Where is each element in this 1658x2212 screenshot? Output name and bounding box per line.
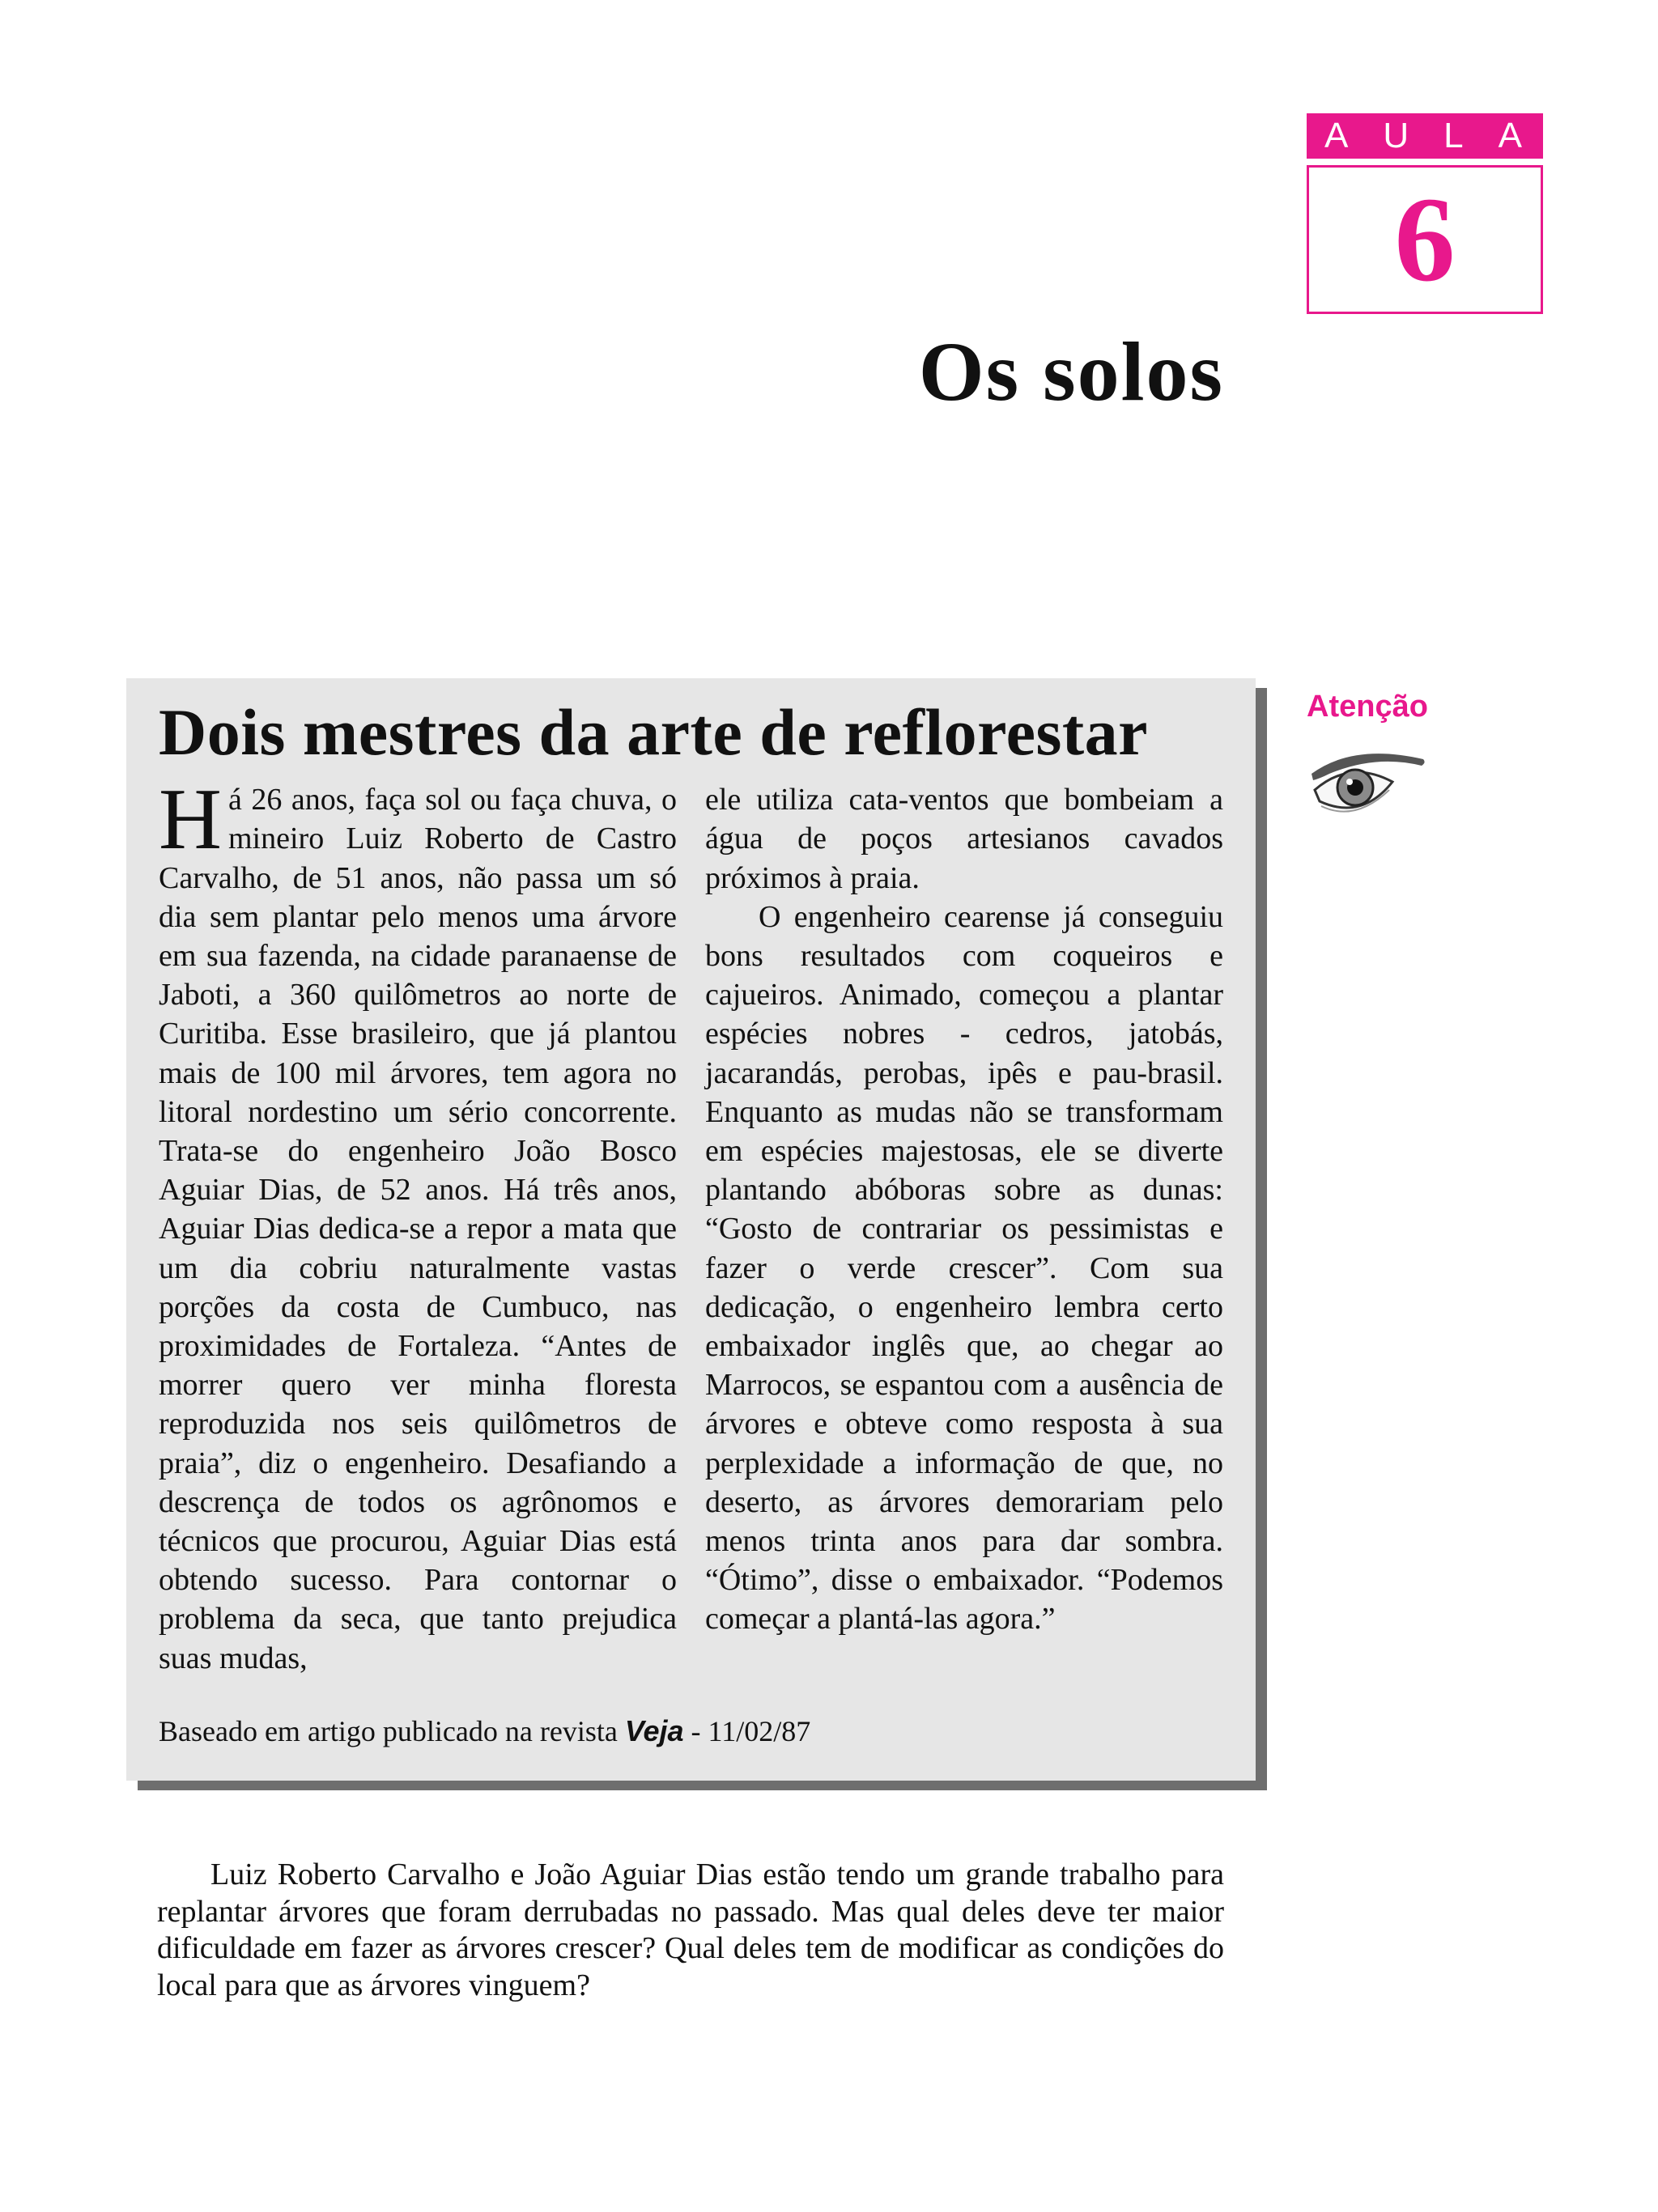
lesson-letter: L	[1443, 116, 1467, 155]
page-title: Os solos	[918, 325, 1224, 418]
source-date: - 11/02/87	[683, 1714, 811, 1747]
article-paragraph: ele utiliza cata-ventos que bombeiam a água de poços artesianos cavados próximos à praia.	[705, 783, 1223, 895]
article-paragraph	[159, 771, 677, 1678]
question-text: Luiz Roberto Carvalho e João Aguiar Dias estão tendo um grande trabalho para replantar árvores que foram derrubadas no passado. Mas qual deles deve ter maior dificuldade em fazer as árvores crescer? Qual deles tem de modificar as condições do local para que as árvores vinguem?	[157, 1857, 1224, 2002]
lesson-letter: U	[1383, 116, 1413, 155]
article-paragraph: O engenheiro cearense já conseguiu bons resultados com coqueiros e cajueiros. Animado, começou a plantar espécies nobres - cedros, jatobás, jacarandás, perobas, ipês e pau-brasil. Enquanto as mudas não se transformam em espécies majestosas, ele se diverte plantando abóboras sobre as dunas: “Gosto de contrariar os pessimistas e fazer o verde crescer”. Com sua dedicação, o engenheiro lembra certo embaixador inglês que, ao chegar ao Marrocos, se espantou com a ausência de árvores e obteve como resposta à sua perplexidade a informação de que, no deserto, as árvores demorariam pelo menos trinta anos para dar sombra. “Ótimo”, disse o embaixador. “Podemos começar a plantá-las agora.”	[705, 899, 1223, 1637]
article-columns	[159, 771, 1223, 1678]
lesson-letter: A	[1498, 116, 1525, 155]
eye-icon	[1305, 741, 1426, 839]
drop-cap: H	[159, 771, 222, 868]
article-column-left	[159, 771, 677, 1678]
article-title: Dois mestres da arte de reflorestar	[159, 695, 1149, 769]
article-text: á 26 anos, faça sol ou faça chuva, o mineiro Luiz Roberto de Castro Carvalho, de 51 anos, não passa um só dia sem plantar pelo menos uma árvore em sua fazenda, na cidade paranaense de Jaboti, a 360 quilômetros ao norte de Curitiba. Esse brasileiro, que já plantou mais de 100 mil árvores, tem agora no litoral nordestino um sério concorrente. Trata-se do engenheiro João Bosco Aguiar Dias, de 52 anos. Há três anos, Aguiar Dias dedica-se a repor a mata que um dia cobriu naturalmente vastas porções da costa de Cumbuco, nas proximidades de Fortaleza. “Antes de morrer quero ver minha floresta reproduzida nos seis quilômetros de praia”, diz o engenheiro. Desafiando a descrença de todos os agrônomos e técnicos que procurou, Aguiar Dias está obtendo sucesso. Para contornar o problema da seca, que tanto prejudica suas mudas,	[159, 783, 677, 1675]
lesson-letter: A	[1324, 116, 1352, 155]
attention-label: Atenção	[1307, 690, 1428, 724]
lesson-number: 6	[1307, 165, 1543, 314]
lesson-label	[1307, 113, 1543, 159]
source-magazine: Veja	[624, 1713, 684, 1747]
article-column-right	[705, 780, 1223, 1678]
article-source	[159, 1713, 1223, 1749]
source-prefix: Baseado em artigo publicado na revista	[159, 1714, 625, 1747]
article-box	[126, 678, 1256, 1781]
